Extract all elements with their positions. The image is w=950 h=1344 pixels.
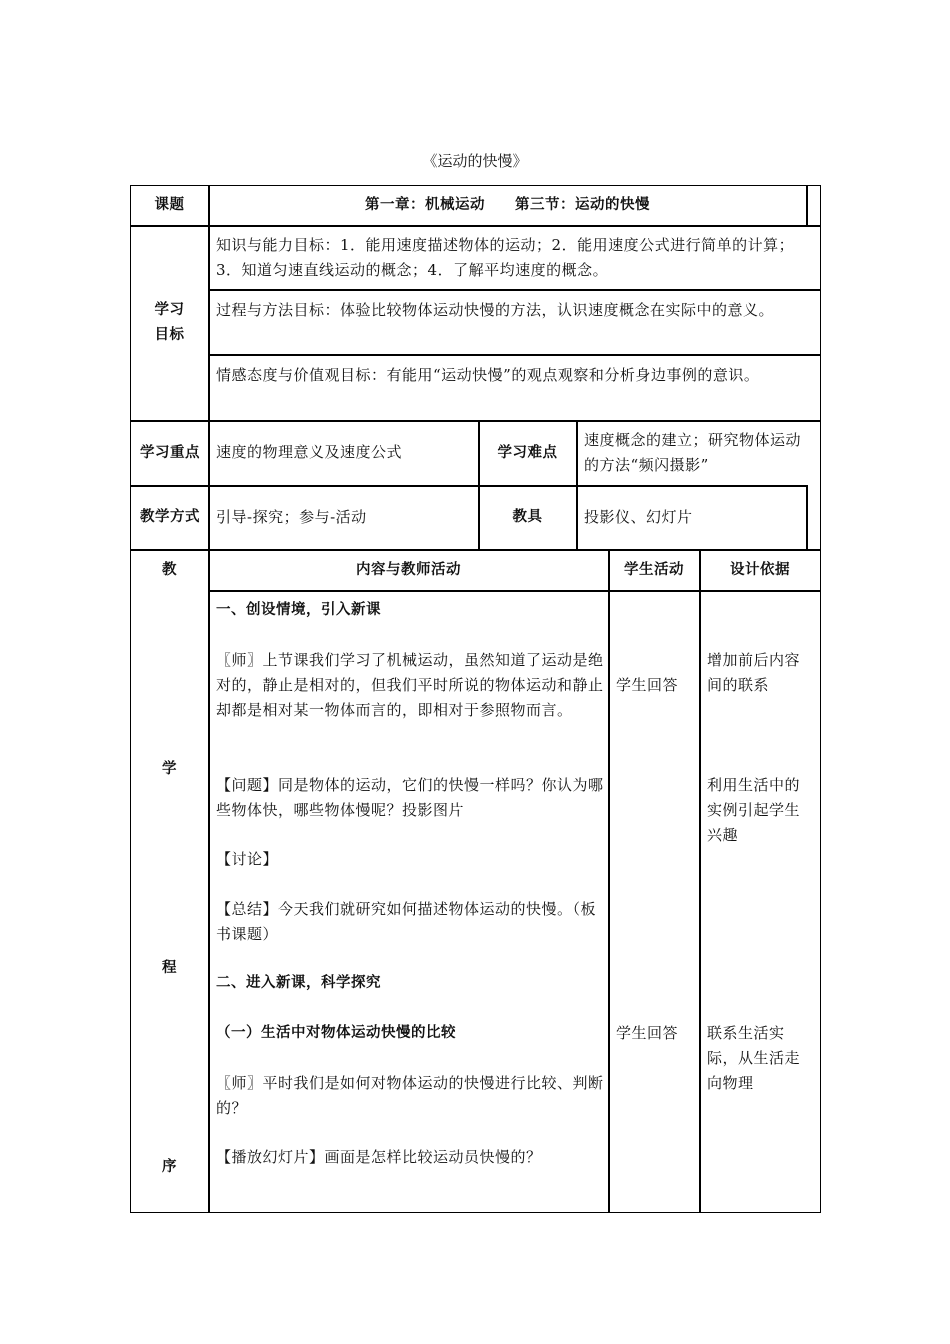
objective-process: 过程与方法目标：体验比较物体运动快慢的方法，认识速度概念在实际中的意义。 [216, 301, 775, 319]
content-paragraph-6: 【播放幻灯片】画面是怎样比较运动员快慢的？ [216, 1148, 542, 1166]
design-basis-2: 利用生活中的实例引起学生兴趣 [707, 776, 801, 844]
topic-label: 课题 [154, 197, 185, 213]
content-header: 内容与教师活动 [356, 561, 461, 578]
student-header: 学生活动 [624, 561, 684, 578]
content-paragraph-2: 【问题】同是物体的运动，它们的快慢一样吗？你认为哪些物体快，哪些物体慢呢？投影图片 [216, 776, 604, 819]
objectives-label-line2: 目标 [154, 327, 185, 343]
process-side-char-1: 教 [162, 562, 177, 578]
difficulty-label: 学习难点 [497, 444, 558, 461]
tools-label: 教具 [512, 509, 543, 525]
document-title: 《运动的快慢》 [422, 152, 528, 170]
tools-value: 投影仪、幻灯片 [584, 508, 693, 526]
basis-header: 设计依据 [730, 561, 790, 578]
content-paragraph-3: 【讨论】 [216, 850, 279, 868]
content-heading-3: （一）生活中对物体运动快慢的比较 [216, 1025, 456, 1041]
objectives-label [131, 226, 208, 420]
student-activity-1: 学生回答 [616, 676, 679, 694]
process-side-char-2: 学 [162, 761, 177, 777]
content-heading-2: 二、进入新课，科学探究 [216, 975, 381, 991]
key-points-value: 速度的物理意义及速度公式 [216, 443, 403, 461]
content-heading-1: 一、创设情境，引入新课 [216, 602, 381, 618]
methods-value: 引导-探究；参与-活动 [216, 508, 367, 526]
process-side-char-3: 程 [162, 960, 177, 976]
objectives-label-line1: 学习 [154, 302, 185, 318]
design-basis-1: 增加前后内容间的联系 [707, 651, 801, 694]
objective-emotion: 情感态度与价值观目标：有能用“运动快慢”的观点观察和分析身边事例的意识。 [216, 366, 760, 384]
design-basis-3: 联系生活实际，从生活走向物理 [707, 1024, 801, 1092]
key-points-label: 学习重点 [140, 444, 200, 461]
content-paragraph-5: 〖师〗平时我们是如何对物体运动的快慢进行比较、判断的？ [216, 1074, 604, 1117]
student-activity-2: 学生回答 [616, 1024, 679, 1042]
objective-knowledge: 知识与能力目标：1．能用速度描述物体的运动；2．能用速度公式进行简单的计算；3．知道匀速直线运动的概念；4．了解平均速度的概念。 [216, 236, 795, 279]
process-side-char-4: 序 [162, 1159, 177, 1175]
content-paragraph-1: 〖师〗上节课我们学习了机械运动，虽然知道了运动是绝对的，静止是相对的，但我们平时所说的物体运动和静止却都是相对某一物体而言的，即相对于参照物而言。 [216, 651, 604, 719]
methods-label: 教学方式 [140, 509, 200, 525]
difficulty-value: 速度概念的建立；研究物体运动的方法“频闪摄影” [584, 431, 802, 474]
content-paragraph-4: 【总结】今天我们就研究如何描述物体运动的快慢。（板书课题） [216, 900, 597, 943]
topic-value: 第一章：机械运动 第三节：运动的快慢 [365, 197, 650, 213]
